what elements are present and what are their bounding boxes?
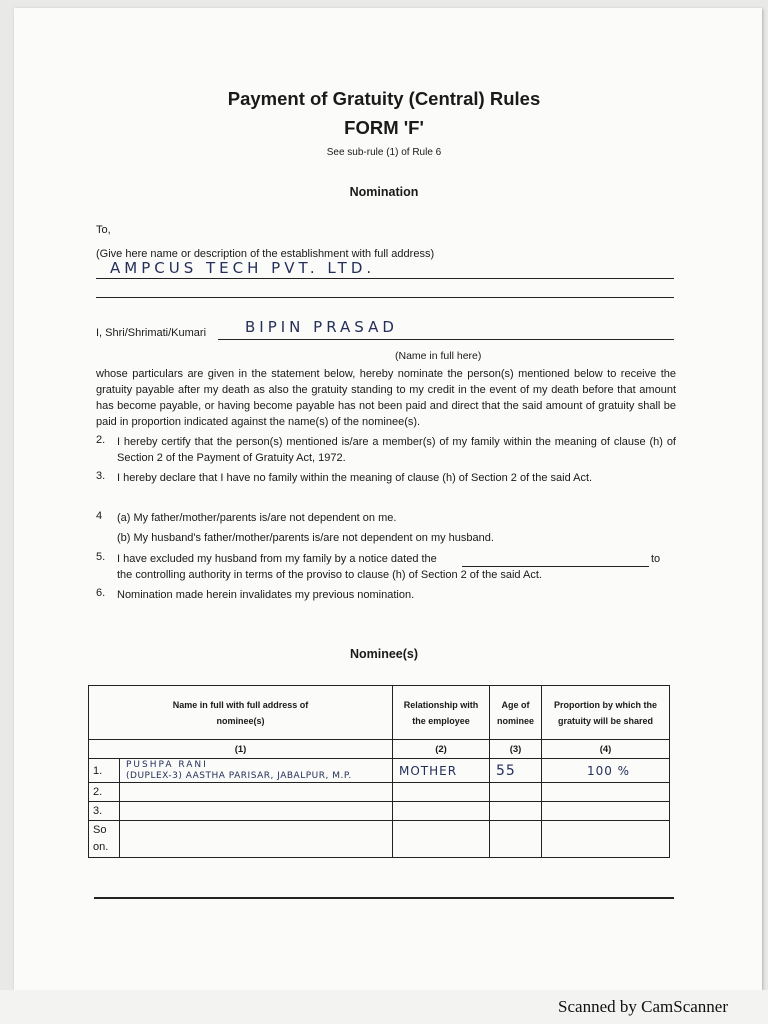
col-number: (1) [89, 740, 393, 759]
row-label: 3. [89, 802, 120, 821]
table-row [89, 759, 670, 783]
name-hint: (Name in full here) [395, 350, 482, 362]
table-row [89, 783, 670, 802]
to-label: To, [96, 224, 111, 236]
nominee-name: PUSHPA RANI [126, 759, 208, 770]
nominee-address: (DUPLEX-3) AASTHA PARISAR, JABALPUR, M.P. [126, 770, 352, 781]
nominee-name-cell[interactable] [120, 821, 393, 858]
section-title-nomination: Nomination [349, 185, 419, 199]
proportion-cell[interactable]: 100 % [542, 759, 670, 783]
form-name: FORM 'F' [344, 117, 424, 138]
nominee-name-cell[interactable] [120, 759, 393, 783]
table-row [89, 821, 670, 858]
nomination-paragraph: whose particulars are given in the statement below, hereby nominate the person(s) mentioned below to receive the gratuity payable after my death as also the gratuity standing to my credit in the event of my death before that amount has become payable, or having become payable has not been paid and direct that the said amount of gratuity shall be paid in proportion indicated against the name(s) of the nominee(s). [96, 368, 676, 428]
establishment-line-1 [96, 278, 674, 279]
table-row [89, 802, 670, 821]
relationship-cell[interactable]: MOTHER [393, 759, 490, 783]
employee-name-value[interactable]: BIPIN PRASAD [245, 318, 398, 336]
signature-line [94, 897, 674, 899]
column-number-row [89, 740, 670, 759]
proportion-cell[interactable] [542, 821, 670, 858]
nominee-name-cell[interactable] [120, 783, 393, 802]
row-label: So on. [89, 821, 120, 858]
header-name: Name in full with full address of nominee(s) [89, 686, 393, 740]
item-number: 2. [96, 434, 106, 446]
col-number: (4) [542, 740, 670, 759]
sub-rule-note: See sub-rule (1) of Rule 6 [326, 147, 442, 158]
age-cell[interactable] [490, 783, 542, 802]
item5-suffix: to [651, 553, 661, 565]
table-header-row [89, 686, 670, 740]
name-prefix: I, Shri/Shrimati/Kumari [96, 327, 207, 339]
proportion-cell[interactable] [542, 783, 670, 802]
row-label: 1. [89, 759, 120, 783]
item-text: I hereby certify that the person(s) mentioned is/are a member(s) of my family within the meaning of clause (h) of Section 2 of the Payment of Gratuity Act, 1972. [117, 436, 676, 464]
nominee-name-cell[interactable] [120, 802, 393, 821]
relationship-cell[interactable] [393, 802, 490, 821]
header-relationship: Relationship with the employee [393, 686, 490, 740]
age-cell[interactable] [490, 802, 542, 821]
item-text: (b) My husband's father/mother/parents is/are not dependent on my husband. [117, 532, 494, 544]
age-cell[interactable]: 55 [490, 759, 542, 783]
nominees-table [88, 685, 670, 858]
item-number: 5. [96, 551, 106, 563]
nominees-title: Nominee(s) [349, 647, 419, 661]
age-cell[interactable] [490, 821, 542, 858]
item-text: Nomination made herein invalidates my previous nomination. [117, 589, 415, 601]
header-age: Age of nominee [490, 686, 542, 740]
row-label: 2. [89, 783, 120, 802]
item-number: 6. [96, 587, 106, 599]
item-text: the controlling authority in terms of the proviso to clause (h) of Section 2 of the said Act. [117, 569, 542, 581]
item-text: (a) My father/mother/parents is/are not dependent on me. [117, 512, 397, 524]
col-number: (2) [393, 740, 490, 759]
col-number: (3) [490, 740, 542, 759]
establishment-instruction: (Give here name or description of the establishment with full address) [96, 248, 435, 260]
form-title: Payment of Gratuity (Central) Rules [227, 88, 541, 109]
item-text: I have excluded my husband from my family by a notice dated the [117, 553, 437, 565]
proportion-cell[interactable] [542, 802, 670, 821]
establishment-value[interactable]: AMPCUS TECH PVT. LTD. [110, 259, 376, 277]
camscanner-watermark: Scanned by CamScanner [558, 997, 728, 1016]
establishment-line-2 [96, 297, 674, 298]
relationship-cell[interactable] [393, 783, 490, 802]
item-text: I hereby declare that I have no family within the meaning of clause (h) of Section 2 of the said Act. [117, 472, 593, 484]
relationship-cell[interactable] [393, 821, 490, 858]
item-number: 4 [96, 510, 103, 522]
header-proportion: Proportion by which the gratuity will be shared [542, 686, 670, 740]
item-number: 3. [96, 470, 106, 482]
name-line [218, 339, 674, 340]
